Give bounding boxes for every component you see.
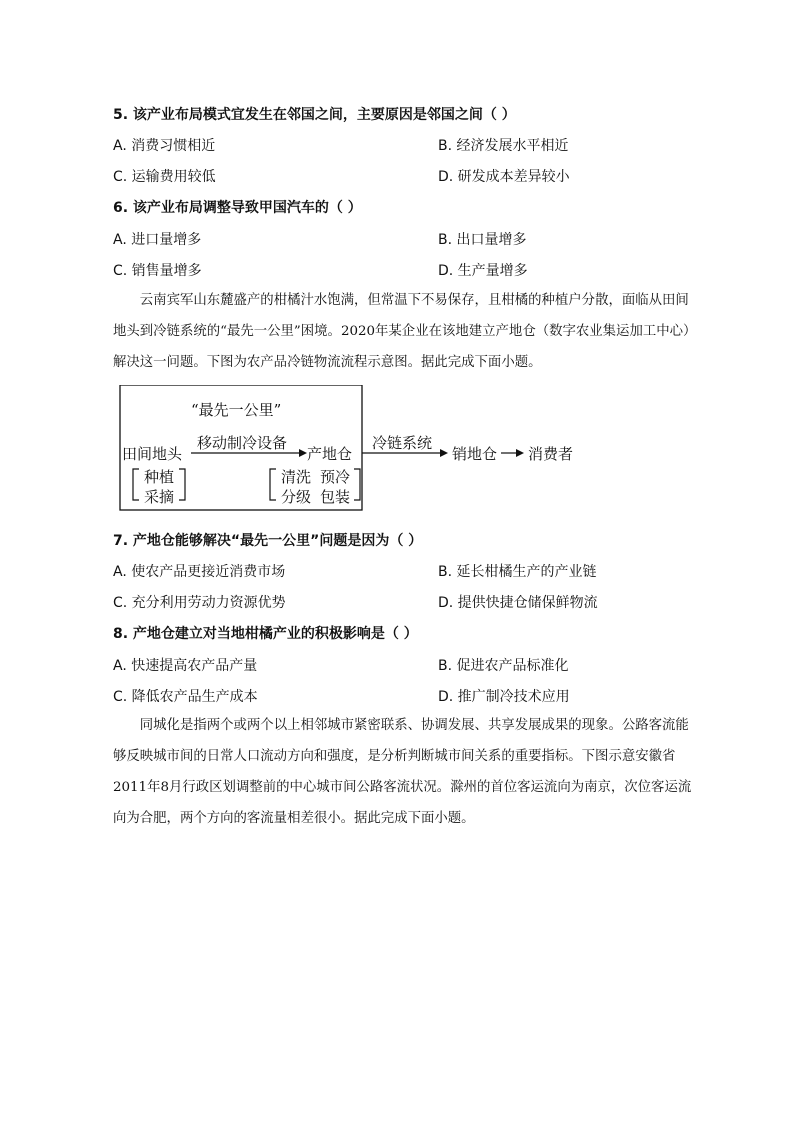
step-planting: 种植 [144,468,175,486]
q6-option-a[interactable]: A. 进口量增多 [113,232,202,248]
urban-passage-text: 同城化是指两个或两个以上相邻城市紧密联系、协调发展、共享发展成果的现象。公路客流能够反映城市间的日常人口流动方向和强度，是分析判断城市间关系的重要指标。下图示意安徽省2011年8月行政区划调整前的中心城市间公路客流状况。滁州的首位客运流向为南京，次位客运流向为合肥，两个方向的客流量相差很小。据此完成下面小题。 [113,718,692,826]
arrowhead-3 [516,449,524,457]
arrowhead-2 [440,449,448,457]
citrus-passage [113,285,695,378]
label-mobile-cooling: 移动制冷设备 [197,434,288,452]
step-packing: 包装 [320,488,351,506]
step-grading: 分级 [281,488,312,506]
q8-option-a[interactable]: A. 快速提高农产品产量 [113,658,258,674]
question-7-stem: 7. 产地仓能够解决“最先一公里”问题是因为（ ） [113,533,423,549]
citrus-passage-text: 云南宾军山东麓盛产的柑橘汁水饱满，但常温下不易保存，且柑橘的种植户分散，面临从田间地头到冷链系统的“最先一公里”困境。2020年某企业在该地建立产地仓（数字农业集运加工中心）解决这一问题。下图为农产品冷链物流流程示意图。据此完成下面小题。 [113,293,690,370]
q8-option-d[interactable]: D. 推广制冷技术应用 [438,689,570,705]
q5-option-c[interactable]: C. 运输费用较低 [113,169,216,185]
question-6-stem: 6. 该产业布局调整导致甲国汽车的（ ） [113,200,362,216]
box-title: “最先一公里” [191,401,282,419]
q6-option-d[interactable]: D. 生产量增多 [438,263,528,279]
q8-option-c[interactable]: C. 降低农产品生产成本 [113,689,258,705]
step-precooling: 预冷 [320,468,351,486]
urban-passage [113,710,695,834]
node-origin-warehouse: 产地仓 [307,445,353,463]
q7-option-c[interactable]: C. 充分利用劳动力资源优势 [113,595,286,611]
cold-chain-flow-diagram [113,385,593,515]
right-bracket-open [270,469,276,500]
node-consumer: 消费者 [528,445,574,463]
diagram-lines [113,385,593,515]
q7-option-a[interactable]: A. 使农产品更接近消费市场 [113,564,286,580]
q6-option-b[interactable]: B. 出口量增多 [438,232,527,248]
step-washing: 清洗 [281,468,312,486]
right-bracket-close [354,469,360,500]
node-field: 田间地头 [122,445,183,463]
q8-option-b[interactable]: B. 促进农产品标准化 [438,658,569,674]
q7-option-b[interactable]: B. 延长柑橘生产的产业链 [438,564,597,580]
question-8-stem: 8. 产地仓建立对当地柑橘产业的积极影响是（ ） [113,626,418,642]
q7-option-d[interactable]: D. 提供快捷仓储保鲜物流 [438,595,598,611]
left-bracket-open [133,469,139,500]
q5-option-a[interactable]: A. 消费习惯相近 [113,138,216,154]
step-picking: 采摘 [144,488,175,506]
node-sales-warehouse: 销地仓 [452,445,498,463]
q6-option-c[interactable]: C. 销售量增多 [113,263,202,279]
q5-option-b[interactable]: B. 经济发展水平相近 [438,138,569,154]
left-bracket-close [179,469,185,500]
arrowhead-1 [299,449,307,457]
question-5-stem: 5. 该产业布局模式宜发生在邻国之间，主要原因是邻国之间（ ） [113,107,516,123]
q5-option-d[interactable]: D. 研发成本差异较小 [438,169,570,185]
label-cold-chain: 冷链系统 [372,434,433,452]
